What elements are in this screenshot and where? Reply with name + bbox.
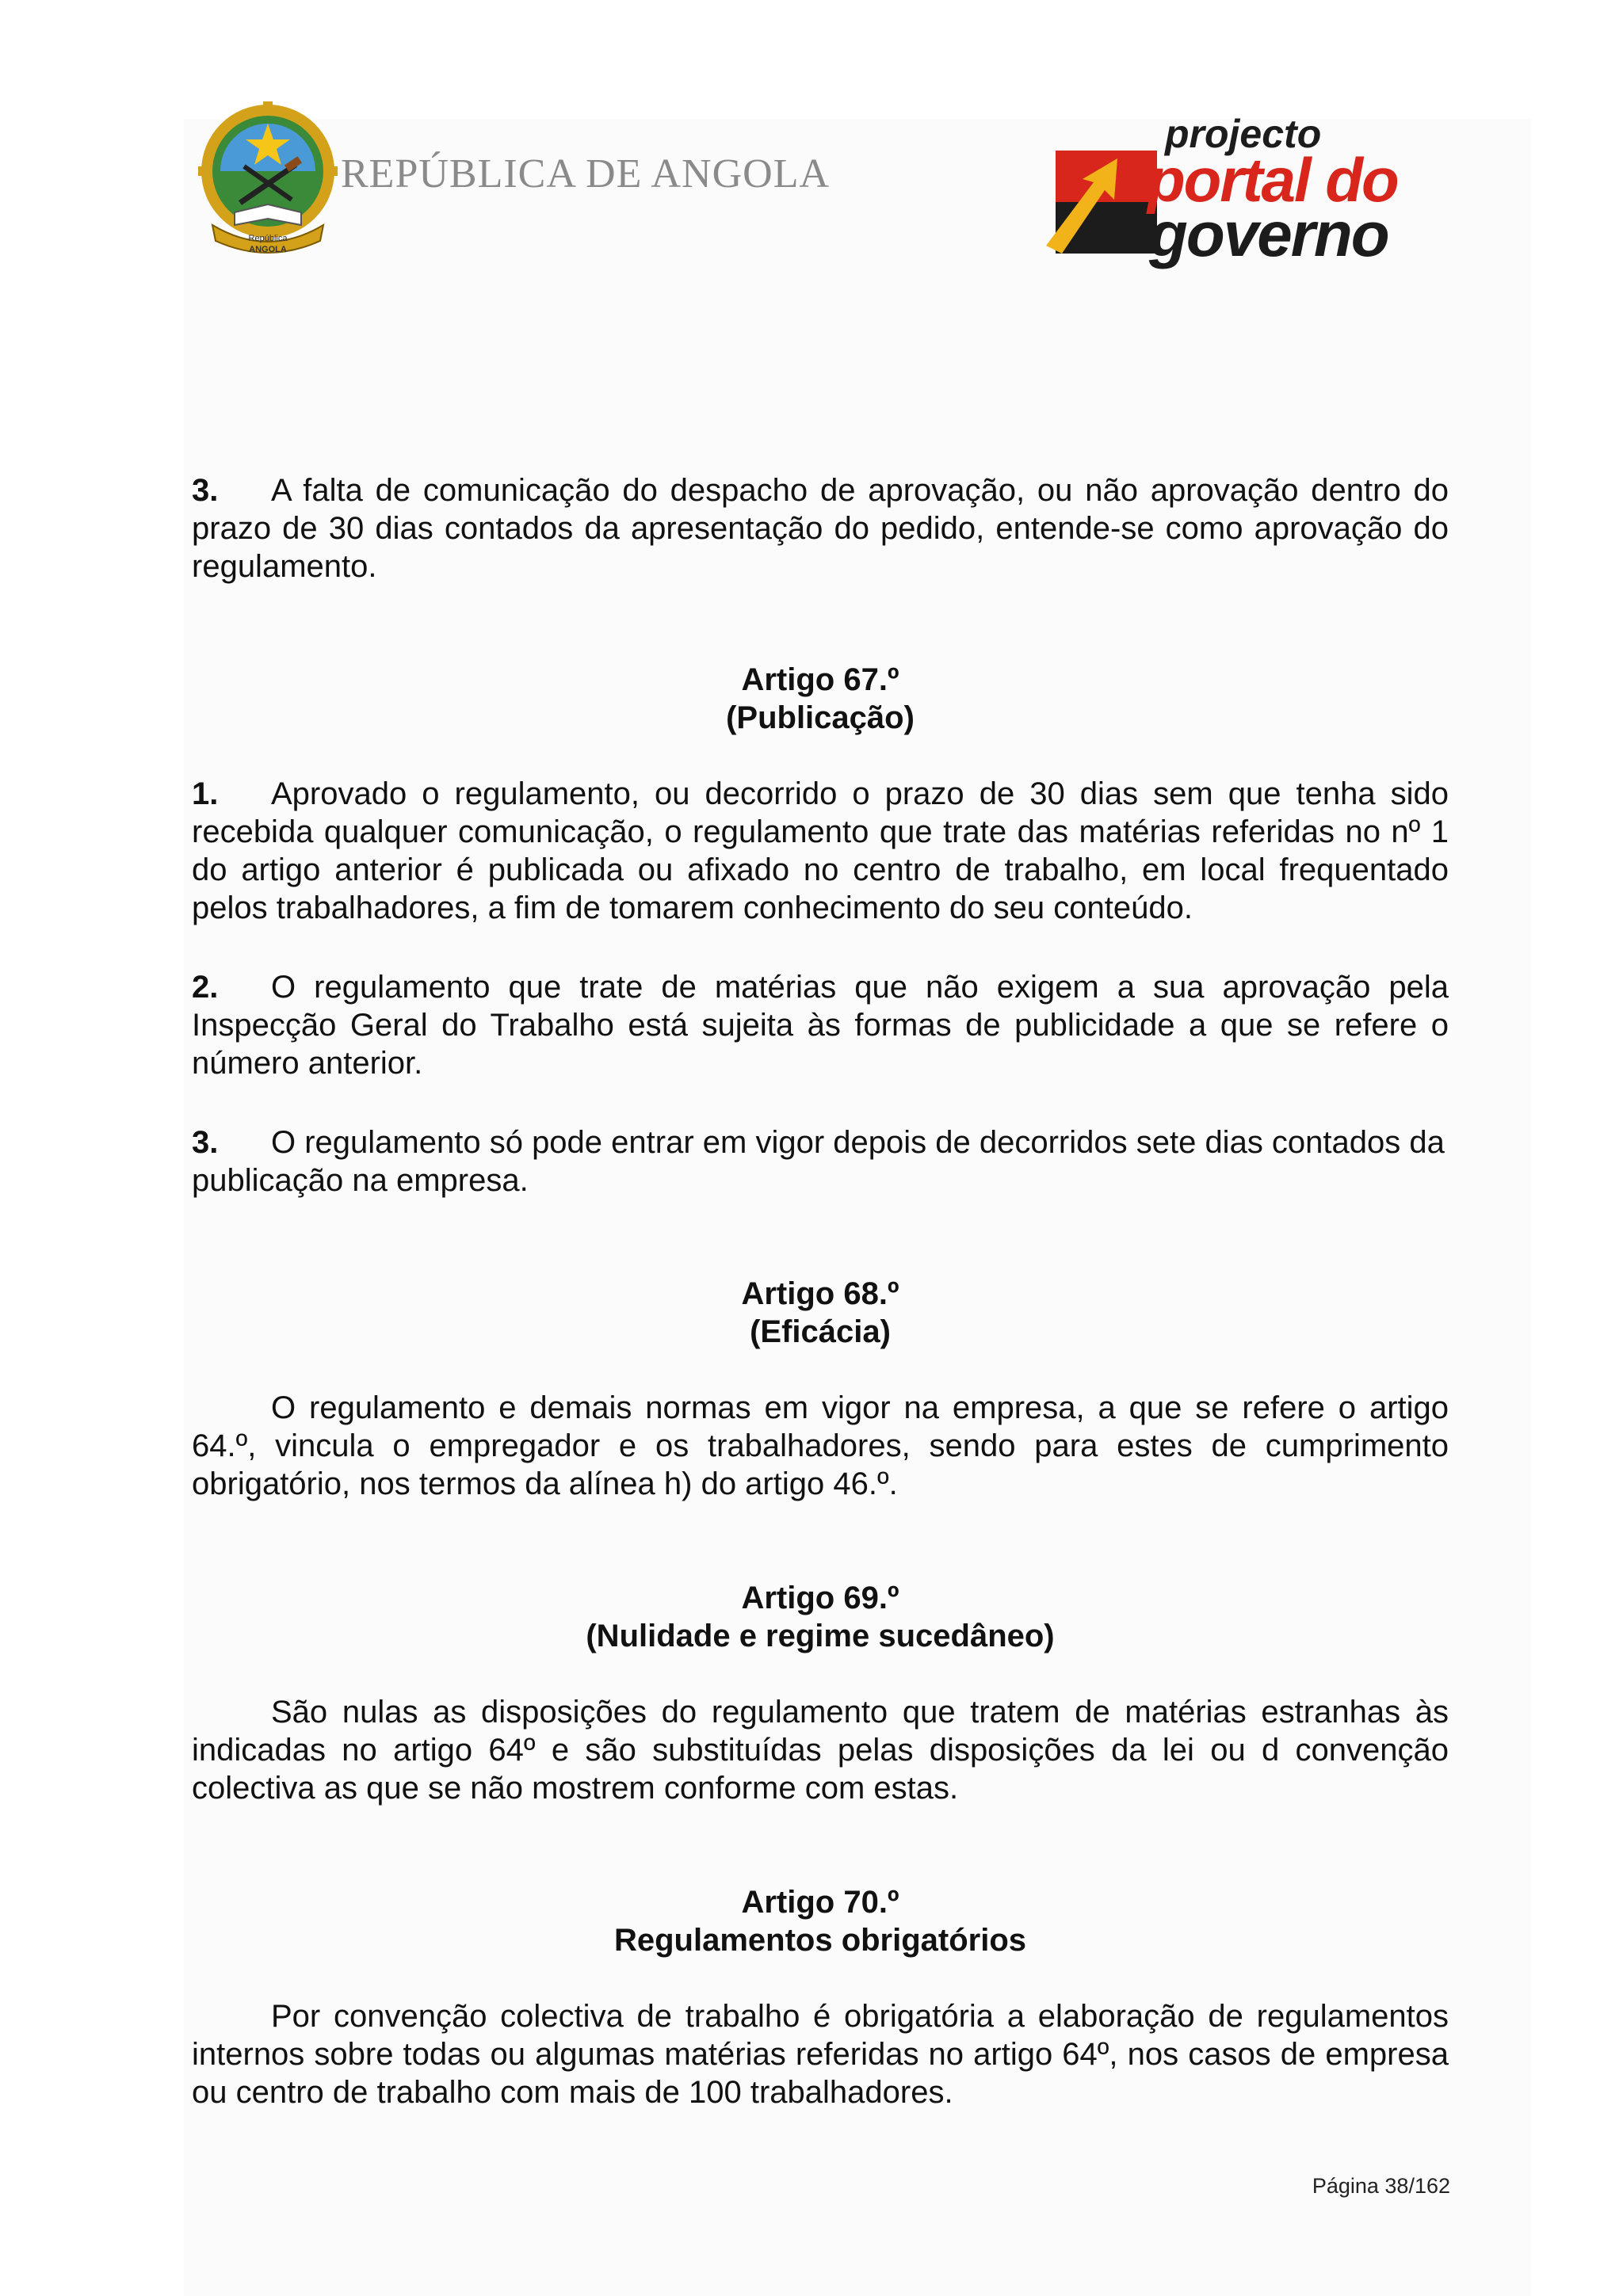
logo-text-governo: governo bbox=[1149, 199, 1388, 269]
article-70-title: Artigo 70.º bbox=[741, 1885, 899, 1920]
logo-text-projecto: projecto bbox=[1165, 112, 1322, 156]
article-70-subtitle: Regulamentos obrigatórios bbox=[613, 1923, 1027, 1958]
emblem-ribbon-text-2: ANGOLA bbox=[249, 245, 287, 254]
article-68-title: Artigo 68.º bbox=[741, 1276, 899, 1311]
paragraph-text: Aprovado o regulamento, ou decorrido o prazo de 30 dias sem que tenha sido recebida qualquer comunicação, o regulamento que trate das matérias referidas no nº 1 do artigo anterior é publicada ou afixado no centro de trabalho, em local frequentado pelos trabalhadores, a fim de tomarem conhecimento do seu conteúdo. bbox=[192, 776, 1449, 925]
article-68-paragraph: O regulamento e demais normas em vigor na empresa, a que se refere o artigo 64.º, vincula o empregador e os trabalhadores, sendo para estes de cumprimento obrigatório, nos termos da alínea h) do artigo 46.º. bbox=[192, 1390, 1449, 1501]
emblem-ribbon-text-1: República bbox=[248, 234, 288, 243]
paragraph-text: O regulamento que trate de matérias que não exigem a sua aprovação pela Inspecção Geral do Trabalho está sujeita às formas de publicidade a que se refere o número anterior. bbox=[192, 970, 1449, 1081]
paragraph-number: 3. bbox=[192, 1125, 219, 1160]
paragraph-number: 1. bbox=[192, 776, 219, 811]
paragraph-number: 2. bbox=[192, 970, 219, 1005]
article-67-title: Artigo 67.º bbox=[741, 662, 899, 697]
logo-text-portal-do: portal do bbox=[1148, 145, 1398, 215]
document-body bbox=[192, 471, 1449, 2111]
article-68-subtitle: (Eficácia) bbox=[750, 1314, 891, 1349]
republic-name: REPÚBLICA DE ANGOLA bbox=[341, 151, 831, 196]
article-69-title: Artigo 69.º bbox=[741, 1581, 899, 1615]
article-70-paragraph: Por convenção colectiva de trabalho é obrigatória a elaboração de regulamentos internos sobre todas ou algumas matérias referidas no artigo 64º, nos casos de empresa ou centro de trabalho com mais de 100 trabalhadores. bbox=[192, 1999, 1449, 2110]
article-69-subtitle: (Nulidade e regime sucedâneo) bbox=[586, 1619, 1055, 1653]
article-69-paragraph: São nulas as disposições do regulamento que tratem de matérias estranhas às indicadas no artigo 64º e são substituídas pelas disposições da lei ou d convenção colectiva as que se não mostrem conforme com estas. bbox=[192, 1695, 1449, 1806]
angola-coat-of-arms-icon bbox=[197, 101, 339, 260]
article-67-paragraph-1 bbox=[192, 775, 1449, 927]
intro-paragraph bbox=[192, 471, 1449, 585]
article-67-subtitle: (Publicação) bbox=[726, 700, 915, 735]
paragraph-number: 3. bbox=[192, 473, 219, 508]
article-67-paragraph-3 bbox=[192, 1123, 1449, 1199]
article-67-paragraph-2 bbox=[192, 968, 1449, 1082]
paragraph-text: O regulamento só pode entrar em vigor depois de decorridos sete dias contados da publicação na empresa. bbox=[192, 1125, 1445, 1198]
page-number: Página 38/162 bbox=[1312, 2174, 1450, 2198]
portal-do-governo-logo bbox=[1038, 111, 1442, 269]
page-header bbox=[0, 0, 1623, 269]
paragraph-text: A falta de comunicação do despacho de aprovação, ou não aprovação dentro do prazo de 30 dias contados da apresentação do pedido, entende-se como aprovação do regulamento. bbox=[192, 473, 1449, 584]
